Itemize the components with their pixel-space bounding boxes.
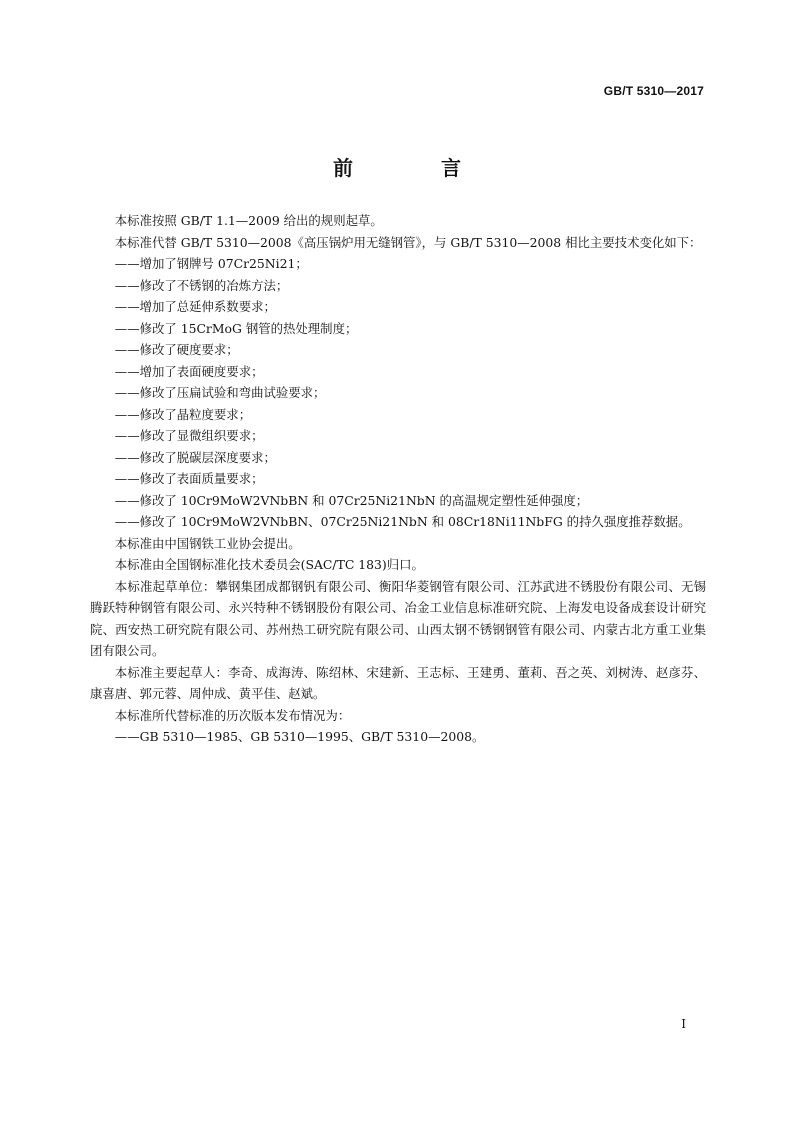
paragraph-drafters: 本标准主要起草人：李奇、成海涛、陈绍林、宋建新、王志标、王建勇、董莉、吾之英、刘树涛、赵彦芬、康喜唐、郭元蓉、周仲成、黄平佳、赵斌。 <box>90 664 706 701</box>
list-item: ——增加了总延伸系数要求； <box>114 299 276 314</box>
paragraph: 本标准按照 GB/T 1.1—2009 给出的规则起草。 <box>114 213 383 228</box>
paragraph-drafting-units: 本标准起草单位：攀钢集团成都钢钒有限公司、衡阳华菱钢管有限公司、江苏武进不锈股份有限公司、无锡腾跃特种钢管有限公司、永兴特种不锈钢股份有限公司、冶金工业信息标准研究院、上海发电设备成套设计研究院、西安热工研究院有限公司、苏州热工研究院有限公司、山西太钢不锈钢钢管有限公司、内蒙古北方重工业集团有限公司。 <box>90 578 706 658</box>
paragraph: 本标准代替 GB/T 5310—2008《高压锅炉用无缝钢管》，与 GB/T 5310—2008 相比主要技术变化如下： <box>114 234 702 250</box>
document-body <box>90 210 706 748</box>
page-number: I <box>681 1017 686 1031</box>
list-item: ——修改了脱碳层深度要求； <box>114 449 276 465</box>
list-item: ——修改了表面质量要求； <box>114 471 264 486</box>
standard-code: GB/T 5310—2017 <box>603 84 704 98</box>
page-title: 前 言 <box>333 156 495 180</box>
list-item: ——修改了 10Cr9MoW2VNbBN 和 07Cr25Ni21NbN 的高温规定塑性延伸强度； <box>114 492 589 508</box>
paragraph: 本标准所代替标准的历次版本发布情况为： <box>114 707 351 723</box>
paragraph: 本标准由中国钢铁工业协会提出。 <box>114 535 301 551</box>
list-item: ——修改了 15CrMoG 钢管的热处理制度； <box>114 320 358 336</box>
list-item: ——增加了表面硬度要求； <box>114 363 264 379</box>
list-item: ——GB 5310—1985、GB 5310—1995、GB/T 5310—2008。 <box>114 729 485 744</box>
list-item: ——增加了钢牌号 07Cr25Ni21； <box>114 256 308 271</box>
list-item: ——修改了不锈钢的冶炼方法； <box>114 277 289 293</box>
list-item: ——修改了显微组织要求； <box>114 428 264 443</box>
changes-list <box>90 253 706 533</box>
list-item: ——修改了晶粒度要求； <box>114 406 252 422</box>
paragraph: 本标准由全国钢标准化技术委员会(SAC/TC 183)归口。 <box>114 557 424 572</box>
list-item: ——修改了硬度要求； <box>114 342 239 357</box>
list-item: ——修改了压扁试验和弯曲试验要求； <box>114 385 326 400</box>
list-item: ——修改了 10Cr9MoW2VNbBN、07Cr25Ni21NbN 和 08Cr18Ni11NbFG 的持久强度推荐数据。 <box>114 514 691 529</box>
